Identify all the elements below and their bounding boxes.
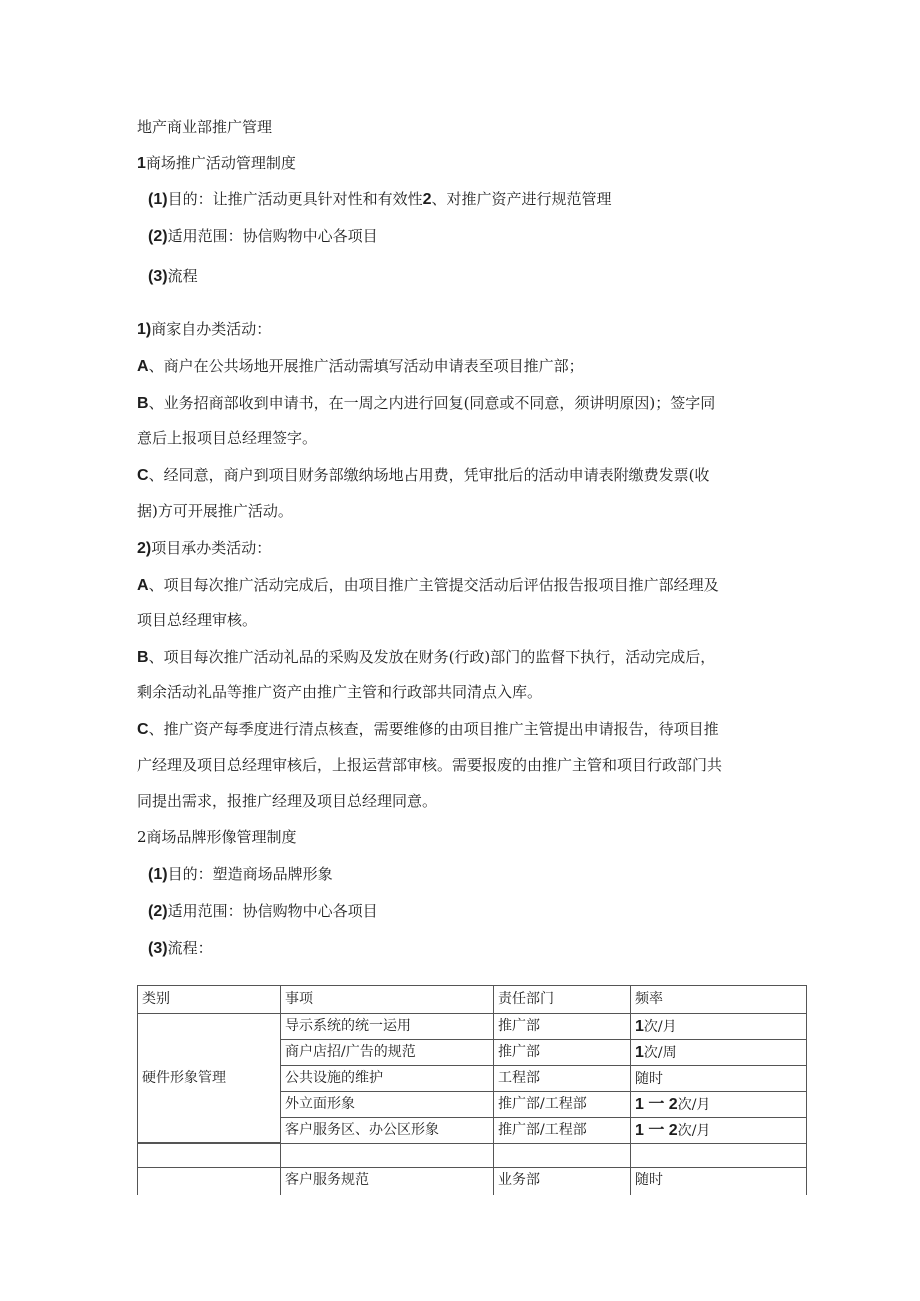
merchant-item-a: A、商户在公共场地开展推广活动需填写活动申请表至项目推广部；	[137, 357, 584, 375]
project-item-a-line2: 项目总经理审核。	[137, 611, 258, 629]
table-empty-cell	[137, 1143, 281, 1168]
table-group-label: 硬件形象管理	[137, 1013, 281, 1143]
table-header-frequency: 频率	[630, 985, 807, 1014]
project-activities-heading: 2)项目承办类活动：	[137, 539, 272, 557]
table-row-dept: 推广部	[493, 1013, 631, 1040]
section-2-process: (3)流程：	[148, 939, 213, 957]
table-row-frequency	[630, 1143, 807, 1168]
project-item-c-line2: 广经理及项目总经理审核后，上报运营部审核。需要报废的由推广主管和项目行政部门共	[137, 756, 723, 774]
table-header-dept: 责任部门	[493, 985, 631, 1014]
page-title: 地产商业部推广管理	[137, 118, 273, 136]
project-item-a-line1: A、项目每次推广活动完成后，由项目推广主管提交活动后评估报告报项目推广部经理及	[137, 576, 719, 594]
table-row-frequency: 1 一 2次/月	[630, 1091, 807, 1118]
merchant-item-c-line1: C、经同意，商户到项目财务部缴纳场地占用费，凭审批后的活动申请表附缴费发票(收	[137, 466, 710, 484]
table-row-frequency: 1次/周	[630, 1039, 807, 1066]
table-row-item: 客户服务规范	[280, 1167, 494, 1195]
project-item-c-line1: C、推广资产每季度进行清点核查，需要维修的由项目推广主管提出申请报告，待项目推	[137, 720, 719, 738]
table-row-item: 客户服务区、办公区形象	[280, 1117, 494, 1144]
merchant-item-b-line2: 意后上报项目总经理签字。	[137, 429, 318, 447]
section-2-scope: (2)适用范围：协信购物中心各项目	[148, 902, 378, 920]
table-header-category: 类别	[137, 985, 281, 1014]
merchant-activities-heading: 1)商家自办类活动：	[137, 320, 272, 338]
merchant-item-c-line2: 据)方可开展推广活动。	[137, 502, 293, 520]
table-row-dept: 业务部	[493, 1167, 631, 1195]
table-row-dept: 推广部/工程部	[493, 1091, 631, 1118]
table-row-frequency: 1次/月	[630, 1013, 807, 1040]
project-item-b-line1: B、项目每次推广活动礼品的采购及发放在财务(行政)部门的监督下执行，活动完成后，	[137, 648, 716, 666]
section-1-heading: 1商场推广活动管理制度	[137, 154, 296, 172]
table-row-dept: 推广部	[493, 1039, 631, 1066]
table-empty-cell	[137, 1167, 281, 1195]
table-row-dept	[493, 1143, 631, 1168]
table-row-dept: 工程部	[493, 1065, 631, 1092]
table-row-item: 商户店招/广告的规范	[280, 1039, 494, 1066]
project-item-c-line3: 同提出需求，报推广经理及项目总经理同意。	[137, 792, 438, 810]
table-row-frequency: 随时	[630, 1167, 807, 1195]
table-row-item: 外立面形象	[280, 1091, 494, 1118]
section-1-purpose: (1)目的：让推广活动更具针对性和有效性2、对推广资产进行规范管理	[148, 190, 612, 208]
table-row-frequency: 随时	[630, 1065, 807, 1092]
table-row-item: 公共设施的维护	[280, 1065, 494, 1092]
section-1-scope: (2)适用范围：协信购物中心各项目	[148, 227, 378, 245]
table-row-item	[280, 1143, 494, 1168]
table-row-dept: 推广部/工程部	[493, 1117, 631, 1144]
project-item-b-line2: 剩余活动礼品等推广资产由推广主管和行政部共同清点入库。	[137, 683, 543, 701]
table-header-item: 事项	[280, 985, 494, 1014]
section-2-purpose: (1)目的：塑造商场品牌形象	[148, 865, 333, 883]
merchant-item-b-line1: B、业务招商部收到申请书，在一周之内进行回复(同意或不同意，须讲明原因)；签字同	[137, 394, 716, 412]
table-row-frequency: 1 一 2次/月	[630, 1117, 807, 1144]
table-row-item: 导示系统的统一运用	[280, 1013, 494, 1040]
section-2-heading: 2商场品牌形像管理制度	[137, 828, 297, 846]
section-1-process: (3)流程	[148, 267, 198, 285]
